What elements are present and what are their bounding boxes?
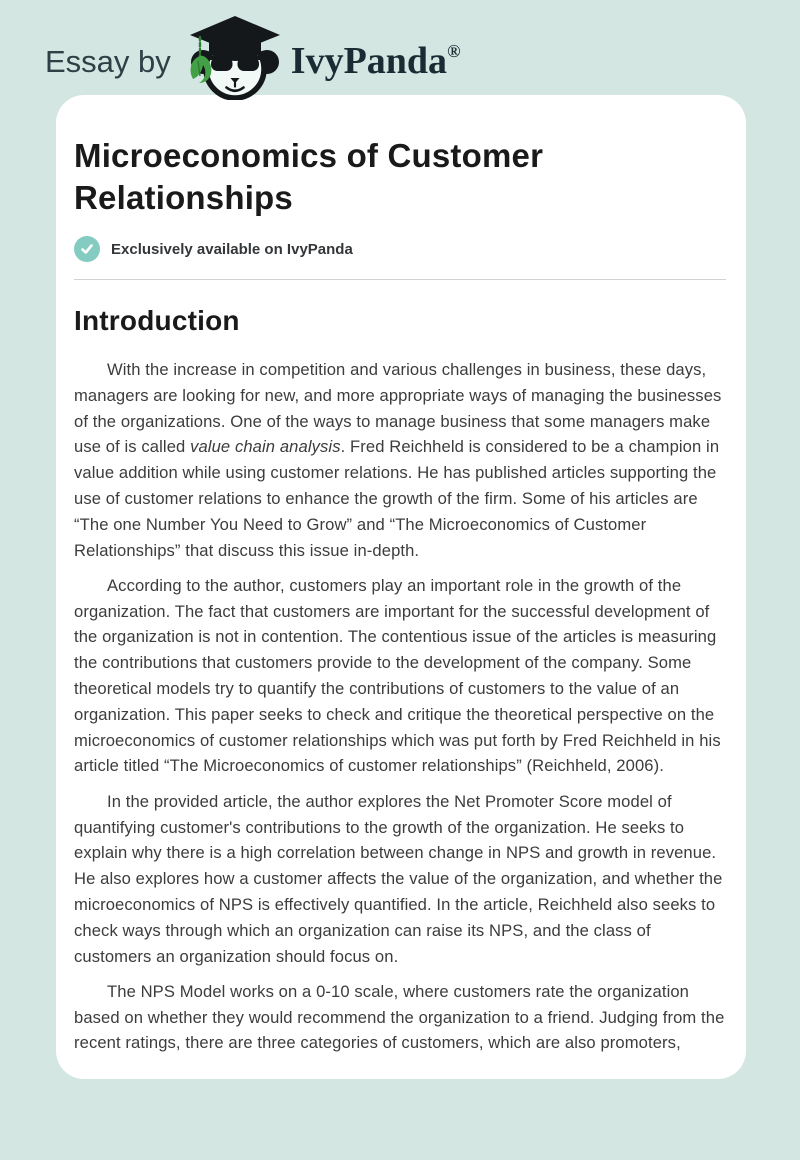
- paragraph-1-text-continued: . Fred Reichheld is considered to be a champion in value addition while using customer relations. He has published articles supporting the use of customer relations to enhance the growth of the firm. Some of his articles are “The one Number You Need to Grow” and “The Microeconomics of Customer Relationships” that discuss this issue in-depth.: [74, 437, 720, 560]
- paragraph-1: [74, 357, 726, 563]
- exclusive-badge: [74, 236, 726, 262]
- exclusive-badge-label: Exclusively available on IvyPanda: [111, 240, 353, 258]
- paragraph-4: The NPS Model works on a 0-10 scale, where customers rate the organization based on whether they would recommend the organization to a friend. Judging from the recent ratings, there are three categories of customers, which are also promoters,: [74, 981, 725, 1053]
- ivypanda-panda-logo-icon: [187, 14, 283, 100]
- brand-name: IvyPanda: [290, 40, 448, 82]
- essay-card: [56, 95, 746, 1079]
- essay-body: [74, 357, 726, 1056]
- paragraph-1-italic-phrase: value chain analysis: [190, 437, 341, 457]
- brand-wordmark: [291, 42, 461, 86]
- paragraph-2: According to the author, customers play an important role in the growth of the organization. The fact that customers are important for the successful development of the organization is not in contention. The contentious issue of the articles is measuring the contributions that customers provide to the development of the company. Some theoretical models try to quantify the contributions of customers to the value of an organization. This paper seeks to check and critique the theoretical perspective on the microeconomics of customer relationships which was put forth by Fred Reichheld in his article titled “The Microeconomics of customer relationships” (Reichheld, 2006).: [74, 575, 721, 776]
- paragraph-1-text: With the increase in competition and various challenges in business, these days, managers are looking for new, and more appropriate ways of managing the businesses of the organizations. One of the ways to manage business that some managers make use of is called: [74, 360, 722, 457]
- paragraph-3: In the provided article, the author explores the Net Promoter Score model of quantifying customer's contributions to the growth of the organization. He seeks to explain why there is a high correlation between change in NPS and growth in revenue. He also explores how a customer affects the value of the organization, and whether the microeconomics of NPS is effectively quantified. In the article, Reichheld also seeks to check ways through which an organization can raise its NPS, and the class of customers an organization should focus on.: [74, 791, 723, 966]
- essay-by-label: Essay by: [45, 43, 171, 79]
- essay-title: Microeconomics of Customer Relationships: [74, 137, 544, 216]
- divider: [74, 279, 726, 280]
- page-header: [0, 0, 800, 95]
- check-icon: [74, 236, 100, 262]
- introduction-heading: Introduction: [74, 305, 240, 336]
- registered-mark: ®: [447, 41, 461, 61]
